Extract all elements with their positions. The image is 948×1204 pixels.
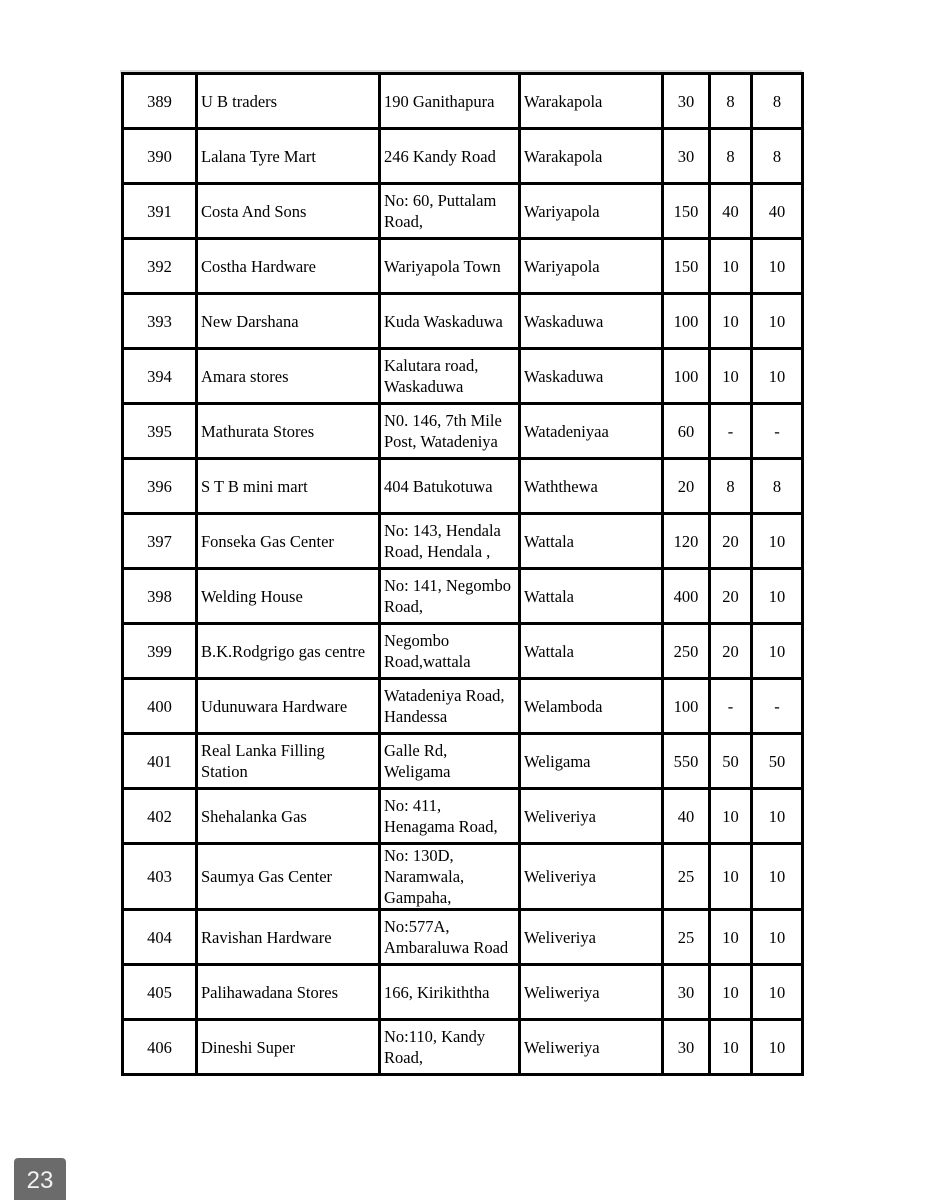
quantity-1-cell: 100 — [663, 679, 710, 734]
table-body — [123, 74, 803, 1075]
dealer-name-cell: Amara stores — [197, 349, 380, 404]
dealer-address-cell: No: 130D, Naramwala, Gampaha, — [380, 844, 520, 910]
quantity-3-cell: 10 — [752, 349, 803, 404]
dealer-name-cell: B.K.Rodgrigo gas centre — [197, 624, 380, 679]
quantity-1-cell: 20 — [663, 459, 710, 514]
quantity-3-cell: 10 — [752, 965, 803, 1020]
table-row — [123, 965, 803, 1020]
dealer-area-cell: Waththewa — [520, 459, 663, 514]
quantity-2-cell: - — [710, 679, 752, 734]
dealer-address-cell: Kalutara road, Waskaduwa — [380, 349, 520, 404]
quantity-2-cell: 10 — [710, 294, 752, 349]
dealer-name-cell: Saumya Gas Center — [197, 844, 380, 910]
table-row — [123, 569, 803, 624]
quantity-2-cell: 10 — [710, 239, 752, 294]
row-number-cell: 404 — [123, 910, 197, 965]
quantity-1-cell: 120 — [663, 514, 710, 569]
dealer-address-cell: Wariyapola Town — [380, 239, 520, 294]
quantity-3-cell: 10 — [752, 789, 803, 844]
table-row — [123, 624, 803, 679]
quantity-3-cell: 10 — [752, 844, 803, 910]
dealer-name-cell: U B traders — [197, 74, 380, 129]
quantity-1-cell: 150 — [663, 239, 710, 294]
quantity-2-cell: 8 — [710, 129, 752, 184]
quantity-3-cell: 10 — [752, 569, 803, 624]
quantity-3-cell: 8 — [752, 129, 803, 184]
quantity-1-cell: 400 — [663, 569, 710, 624]
dealer-address-cell: N0. 146, 7th Mile Post, Watadeniya — [380, 404, 520, 459]
dealer-name-cell: Costa And Sons — [197, 184, 380, 239]
row-number-cell: 391 — [123, 184, 197, 239]
quantity-1-cell: 30 — [663, 74, 710, 129]
quantity-2-cell: 10 — [710, 910, 752, 965]
quantity-2-cell: 8 — [710, 74, 752, 129]
dealer-name-cell: Fonseka Gas Center — [197, 514, 380, 569]
row-number-cell: 405 — [123, 965, 197, 1020]
dealer-area-cell: Wattala — [520, 569, 663, 624]
dealer-address-cell: 404 Batukotuwa — [380, 459, 520, 514]
table-row — [123, 184, 803, 239]
dealer-name-cell: Real Lanka Filling Station — [197, 734, 380, 789]
quantity-3-cell: 10 — [752, 514, 803, 569]
dealer-area-cell: Warakapola — [520, 129, 663, 184]
quantity-1-cell: 100 — [663, 349, 710, 404]
dealer-area-cell: Welamboda — [520, 679, 663, 734]
row-number-cell: 397 — [123, 514, 197, 569]
quantity-1-cell: 30 — [663, 1020, 710, 1075]
dealer-name-cell: Palihawadana Stores — [197, 965, 380, 1020]
table-row — [123, 679, 803, 734]
dealer-table — [121, 72, 804, 1076]
quantity-2-cell: 50 — [710, 734, 752, 789]
page-number-badge[interactable]: 23 — [14, 1158, 66, 1200]
dealer-area-cell: Weliveriya — [520, 910, 663, 965]
dealer-area-cell: Wattala — [520, 624, 663, 679]
row-number-cell: 398 — [123, 569, 197, 624]
dealer-area-cell: Weliveriya — [520, 789, 663, 844]
table-row — [123, 1020, 803, 1075]
table-row — [123, 294, 803, 349]
dealer-area-cell: Wariyapola — [520, 184, 663, 239]
quantity-1-cell: 30 — [663, 129, 710, 184]
quantity-2-cell: 10 — [710, 844, 752, 910]
dealer-name-cell: Lalana Tyre Mart — [197, 129, 380, 184]
quantity-1-cell: 250 — [663, 624, 710, 679]
quantity-2-cell: 20 — [710, 624, 752, 679]
quantity-3-cell: 8 — [752, 74, 803, 129]
quantity-2-cell: 10 — [710, 349, 752, 404]
table-row — [123, 74, 803, 129]
dealer-address-cell: No: 141, Negombo Road, — [380, 569, 520, 624]
quantity-1-cell: 30 — [663, 965, 710, 1020]
row-number-cell: 401 — [123, 734, 197, 789]
quantity-1-cell: 60 — [663, 404, 710, 459]
quantity-3-cell: 8 — [752, 459, 803, 514]
row-number-cell: 406 — [123, 1020, 197, 1075]
dealer-address-cell: Watadeniya Road, Handessa — [380, 679, 520, 734]
dealer-area-cell: Weliweriya — [520, 1020, 663, 1075]
quantity-3-cell: 10 — [752, 1020, 803, 1075]
row-number-cell: 395 — [123, 404, 197, 459]
row-number-cell: 396 — [123, 459, 197, 514]
dealer-area-cell: Waskaduwa — [520, 349, 663, 404]
dealer-area-cell: Warakapola — [520, 74, 663, 129]
quantity-2-cell: 10 — [710, 1020, 752, 1075]
quantity-3-cell: 10 — [752, 294, 803, 349]
quantity-2-cell: - — [710, 404, 752, 459]
row-number-cell: 392 — [123, 239, 197, 294]
dealer-area-cell: Wariyapola — [520, 239, 663, 294]
quantity-2-cell: 8 — [710, 459, 752, 514]
dealer-address-cell: Negombo Road,wattala — [380, 624, 520, 679]
dealer-name-cell: Udunuwara Hardware — [197, 679, 380, 734]
table-row — [123, 734, 803, 789]
quantity-1-cell: 40 — [663, 789, 710, 844]
quantity-2-cell: 40 — [710, 184, 752, 239]
dealer-area-cell: Weliweriya — [520, 965, 663, 1020]
dealer-name-cell: New Darshana — [197, 294, 380, 349]
dealer-name-cell: S T B mini mart — [197, 459, 380, 514]
table-row — [123, 129, 803, 184]
dealer-address-cell: 246 Kandy Road — [380, 129, 520, 184]
quantity-1-cell: 550 — [663, 734, 710, 789]
table-row — [123, 239, 803, 294]
dealer-name-cell: Welding House — [197, 569, 380, 624]
dealer-name-cell: Shehalanka Gas — [197, 789, 380, 844]
row-number-cell: 393 — [123, 294, 197, 349]
dealer-address-cell: 166, Kirikiththa — [380, 965, 520, 1020]
dealer-name-cell: Costha Hardware — [197, 239, 380, 294]
table-row — [123, 459, 803, 514]
quantity-1-cell: 25 — [663, 910, 710, 965]
table-row — [123, 844, 803, 910]
quantity-1-cell: 100 — [663, 294, 710, 349]
quantity-3-cell: - — [752, 679, 803, 734]
quantity-2-cell: 20 — [710, 569, 752, 624]
quantity-1-cell: 25 — [663, 844, 710, 910]
row-number-cell: 399 — [123, 624, 197, 679]
row-number-cell: 403 — [123, 844, 197, 910]
dealer-area-cell: Wattala — [520, 514, 663, 569]
quantity-3-cell: 10 — [752, 624, 803, 679]
quantity-3-cell: 50 — [752, 734, 803, 789]
dealer-address-cell: No:577A, Ambaraluwa Road — [380, 910, 520, 965]
dealer-name-cell: Ravishan Hardware — [197, 910, 380, 965]
quantity-2-cell: 10 — [710, 965, 752, 1020]
dealer-name-cell: Dineshi Super — [197, 1020, 380, 1075]
row-number-cell: 390 — [123, 129, 197, 184]
dealer-address-cell: Galle Rd, Weligama — [380, 734, 520, 789]
row-number-cell: 400 — [123, 679, 197, 734]
dealer-address-cell: 190 Ganithapura — [380, 74, 520, 129]
table-row — [123, 404, 803, 459]
dealer-name-cell: Mathurata Stores — [197, 404, 380, 459]
table-row — [123, 514, 803, 569]
quantity-3-cell: - — [752, 404, 803, 459]
row-number-cell: 402 — [123, 789, 197, 844]
quantity-3-cell: 10 — [752, 910, 803, 965]
dealer-area-cell: Waskaduwa — [520, 294, 663, 349]
quantity-3-cell: 40 — [752, 184, 803, 239]
table-row — [123, 789, 803, 844]
dealer-area-cell: Weliveriya — [520, 844, 663, 910]
table-row — [123, 910, 803, 965]
dealer-area-cell: Watadeniyaa — [520, 404, 663, 459]
dealer-address-cell: No:110, Kandy Road, — [380, 1020, 520, 1075]
quantity-3-cell: 10 — [752, 239, 803, 294]
quantity-2-cell: 20 — [710, 514, 752, 569]
row-number-cell: 389 — [123, 74, 197, 129]
quantity-2-cell: 10 — [710, 789, 752, 844]
dealer-address-cell: No: 411, Henagama Road, — [380, 789, 520, 844]
dealer-address-cell: No: 60, Puttalam Road, — [380, 184, 520, 239]
dealer-address-cell: No: 143, Hendala Road, Hendala , — [380, 514, 520, 569]
row-number-cell: 394 — [123, 349, 197, 404]
quantity-1-cell: 150 — [663, 184, 710, 239]
dealer-area-cell: Weligama — [520, 734, 663, 789]
table-row — [123, 349, 803, 404]
dealer-address-cell: Kuda Waskaduwa — [380, 294, 520, 349]
